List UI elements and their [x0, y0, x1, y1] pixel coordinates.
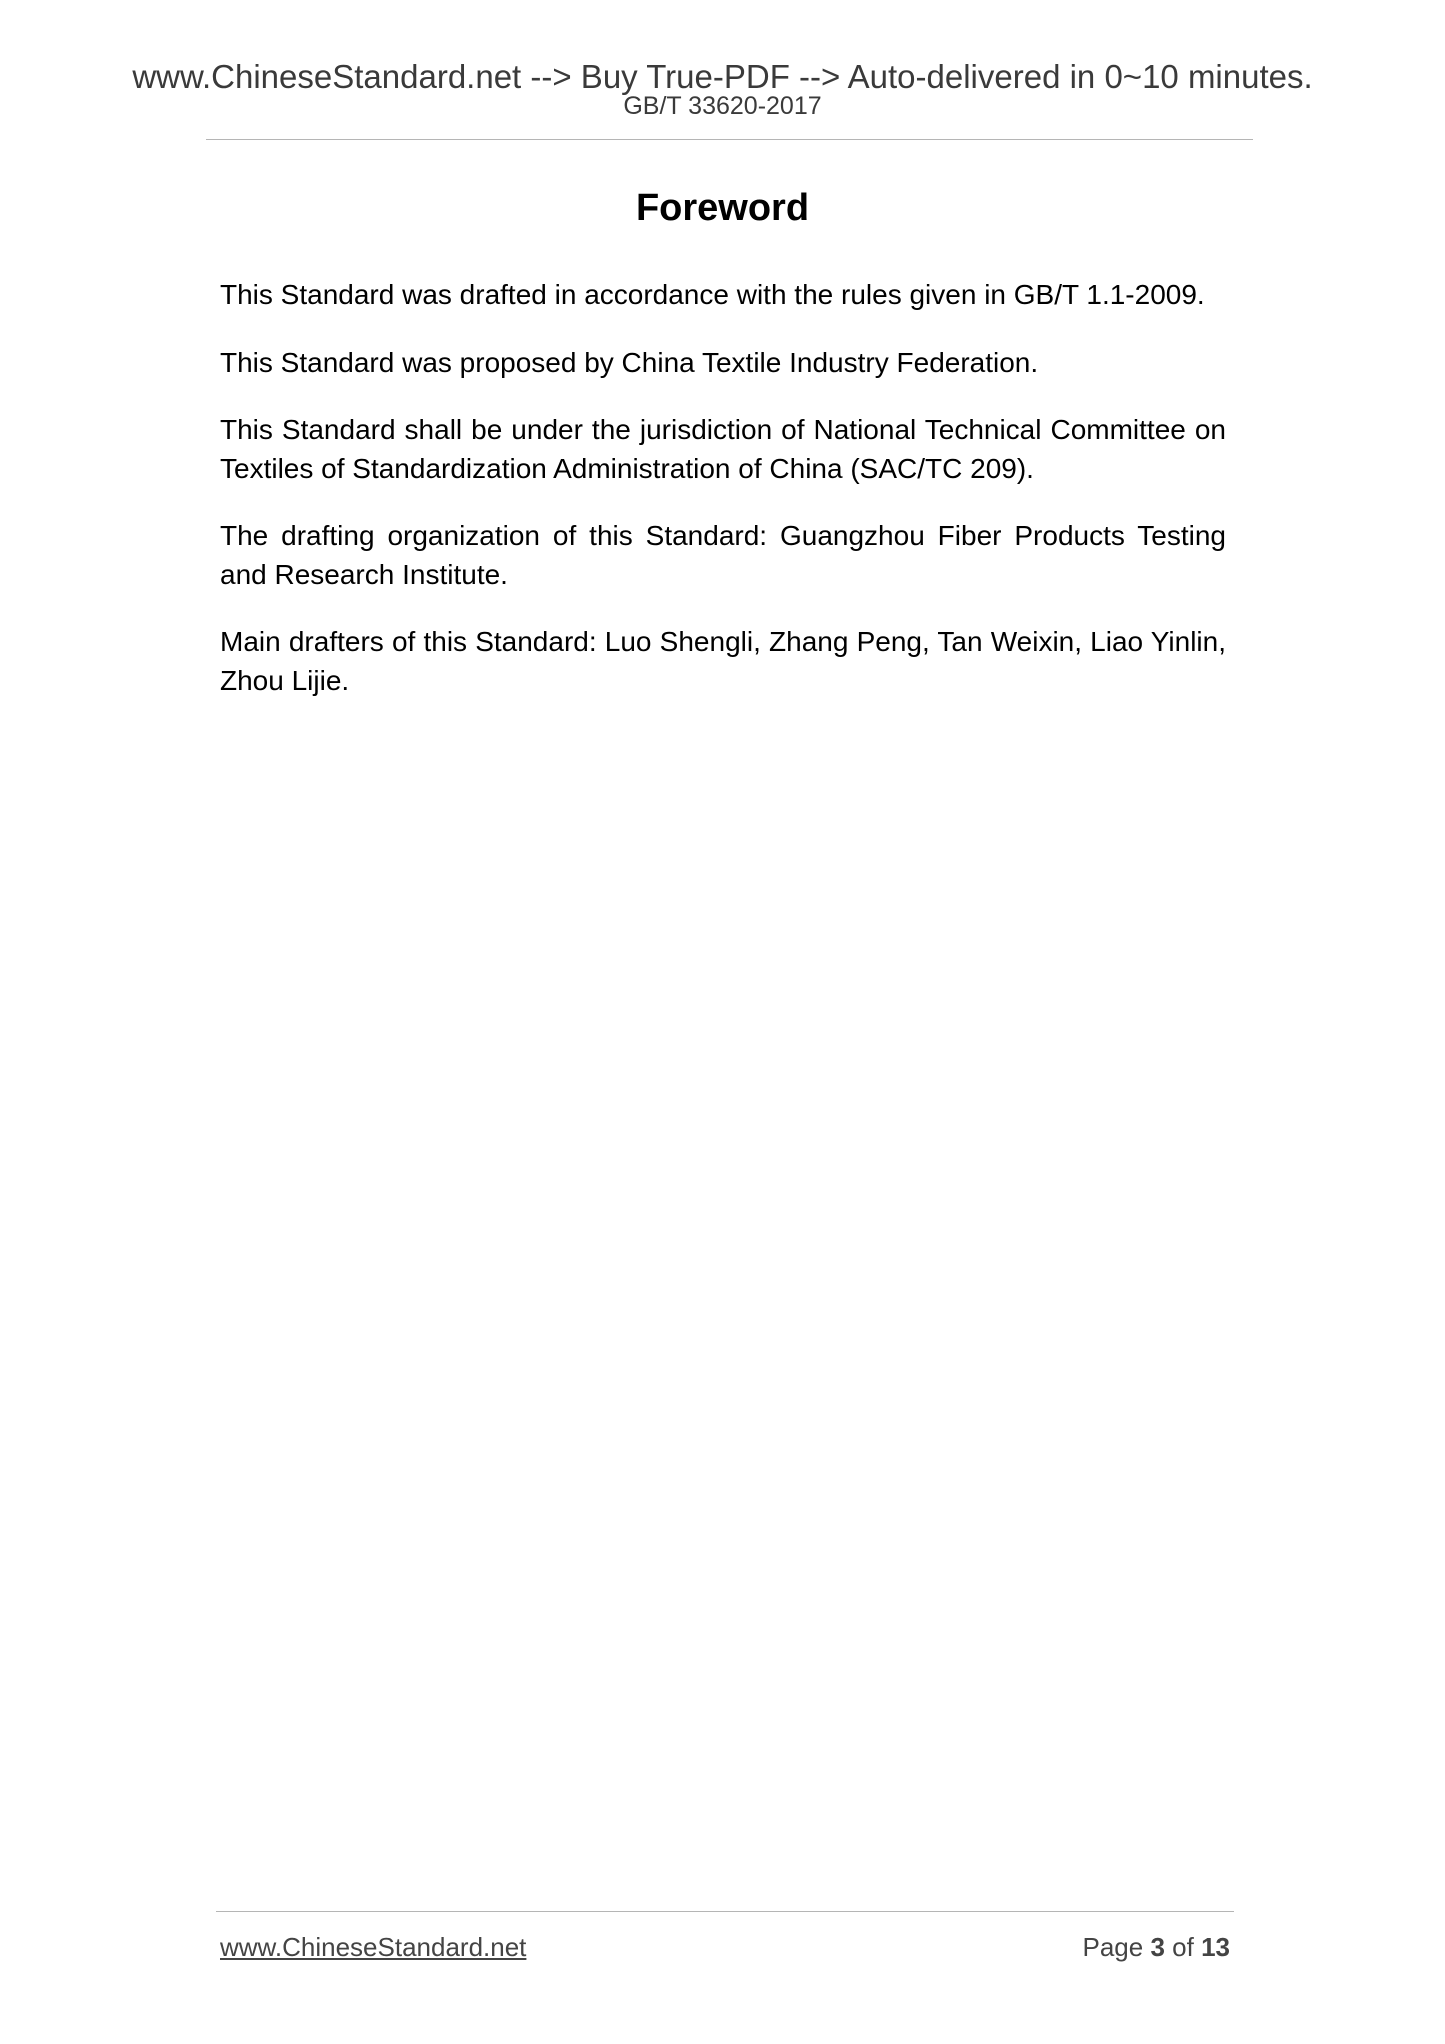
paragraph-jurisdiction: This Standard shall be under the jurisdiction of National Technical Committee on Textiles of Standardization Administration of China (SAC/TC 209).: [220, 414, 1226, 484]
footer-divider: [216, 1911, 1234, 1912]
paragraph-proposer: This Standard was proposed by China Textile Industry Federation.: [220, 346, 1039, 378]
page-word: Page: [1082, 1932, 1144, 1962]
document-number: GB/T 33620-2017: [623, 92, 822, 120]
site-banner: www.ChineseStandard.net --> Buy True-PDF --> Auto-delivered in 0~10 minutes.: [132, 58, 1313, 95]
page-indicator: [1082, 1932, 1230, 1962]
page-title: Foreword: [635, 187, 810, 229]
foreword-body: [220, 276, 1226, 729]
footer-site-link[interactable]: www.ChineseStandard.net: [220, 1932, 527, 1962]
total-pages-number: 13: [1201, 1932, 1230, 1962]
current-page-number: 3: [1150, 1932, 1165, 1962]
paragraph-drafting-rules: This Standard was drafted in accordance with the rules given in GB/T 1.1-2009.: [220, 279, 1205, 310]
paragraph-drafting-organization: The drafting organization of this Standard: Guangzhou Fiber Products Testing and Research Institute.: [220, 520, 1226, 590]
paragraph-main-drafters: Main drafters of this Standard: Luo Shengli, Zhang Peng, Tan Weixin, Liao Yinlin, Zhou Lijie.: [220, 626, 1226, 696]
page-of-word: of: [1172, 1932, 1194, 1962]
header-divider: [206, 139, 1253, 140]
